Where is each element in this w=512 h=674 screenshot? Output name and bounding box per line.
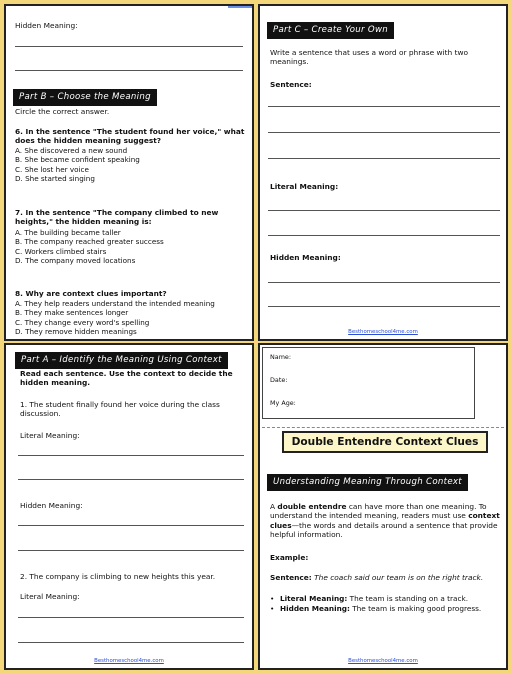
example-label: Example:	[270, 553, 309, 562]
answer-line	[268, 306, 500, 307]
option: D. The company moved locations	[15, 256, 136, 266]
literal-meaning-label: Literal Meaning:	[270, 182, 339, 191]
hidden-meaning-label: Hidden Meaning:	[15, 21, 78, 30]
question-8: 8. Why are context clues important?	[15, 289, 167, 298]
answer-line	[18, 525, 244, 526]
page-edge-mark	[228, 6, 254, 8]
answer-line	[268, 132, 500, 133]
website-link[interactable]: Besthomeschool4me.com	[348, 658, 418, 664]
worksheet-page-part-c	[258, 4, 508, 341]
literal-meaning-label: Literal Meaning:	[20, 592, 80, 601]
option: B. She became confident speaking	[15, 155, 140, 165]
answer-line	[18, 550, 244, 551]
instruction-text: Read each sentence. Use the context to decide the hidden meaning.	[20, 369, 233, 388]
answer-line	[18, 479, 244, 480]
item-1: 1. The student finally found her voice during the class discussion.	[20, 400, 220, 419]
age-label: My Age:	[270, 399, 296, 407]
example-sentence: Sentence: The coach said our team is on the right track.	[270, 573, 484, 582]
page-title: Double Entendre Context Clues	[282, 431, 488, 453]
part-b-header: Part B – Choose the Meaning	[13, 84, 157, 106]
option: A. The building became taller	[15, 228, 121, 237]
part-a-header: Part A – Identify the Meaning Using Context	[15, 347, 228, 369]
intro-paragraph: A double entendre can have more than one meaning. To understand the intended meaning, readers must use context clues—the words and details around a sentence that provide helpful information.	[270, 502, 500, 540]
answer-line	[18, 642, 244, 643]
date-label: Date:	[270, 376, 288, 384]
option: A. They help readers understand the intended meaning	[15, 299, 215, 308]
answer-line	[18, 455, 244, 456]
option: C. Workers climbed stairs	[15, 246, 107, 256]
hidden-meaning-label: Hidden Meaning:	[20, 501, 83, 510]
website-link[interactable]: Besthomeschool4me.com	[348, 329, 418, 335]
literal-meaning-label: Literal Meaning:	[20, 431, 80, 440]
question-7-options	[15, 228, 164, 266]
worksheet-page-part-b	[4, 4, 254, 341]
option: C. They change every word's spelling	[15, 317, 150, 327]
section-header: Understanding Meaning Through Context	[267, 469, 468, 491]
answer-line	[15, 46, 243, 47]
cut-line	[262, 427, 504, 428]
worksheet-cover-page	[258, 343, 508, 670]
option: B. The company reached greater success	[15, 237, 164, 247]
list-item: • Hidden Meaning: The team is making good progress.	[270, 603, 482, 613]
instruction-text: Write a sentence that uses a word or phrase with two meanings.	[270, 48, 469, 67]
list-item: • Literal Meaning: The team is standing on a track.	[270, 594, 469, 603]
website-link[interactable]: Besthomeschool4me.com	[94, 658, 164, 664]
worksheet-page-part-a	[4, 343, 254, 670]
answer-line	[18, 617, 244, 618]
student-info-box	[262, 347, 475, 419]
answer-line	[15, 70, 243, 71]
answer-line	[268, 282, 500, 283]
answer-line	[268, 235, 500, 236]
instruction-text: Circle the correct answer.	[15, 107, 110, 116]
sentence-label: Sentence:	[270, 80, 312, 89]
hidden-meaning-label: Hidden Meaning:	[270, 253, 341, 262]
option: A. She discovered a new sound	[15, 146, 128, 155]
item-2: 2. The company is climbing to new heights this year.	[20, 572, 216, 581]
question-8-options	[15, 299, 215, 337]
option: D. They remove hidden meanings	[15, 327, 137, 337]
question-7: 7. In the sentence "The company climbed to new heights," the hidden meaning is:	[15, 208, 219, 227]
meaning-list	[270, 594, 481, 613]
answer-line	[268, 106, 500, 107]
part-c-header: Part C – Create Your Own	[267, 17, 394, 39]
answer-line	[268, 210, 500, 211]
option: D. She started singing	[15, 174, 95, 184]
question-6: 6. In the sentence "The student found her voice," what does the hidden meaning suggest?	[15, 127, 245, 146]
option: C. She lost her voice	[15, 164, 89, 174]
name-label: Name:	[270, 353, 292, 361]
option: B. They make sentences longer	[15, 308, 129, 318]
answer-line	[268, 158, 500, 159]
question-6-options	[15, 146, 140, 184]
